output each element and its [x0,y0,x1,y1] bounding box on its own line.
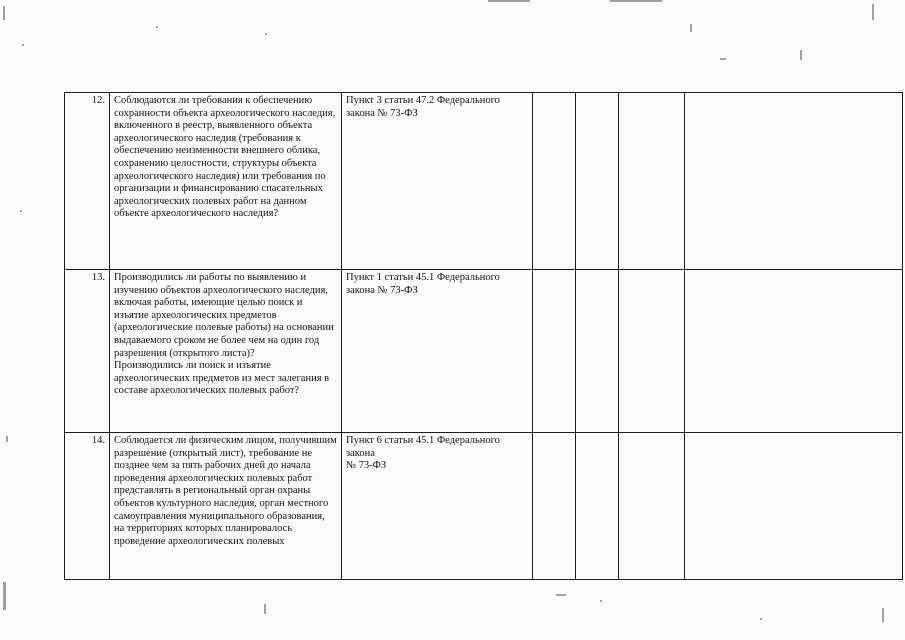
table-row [65,93,903,270]
answer-no-cell [576,433,619,580]
reference-text: Пункт 6 статьи 45.1 Федерального закона [346,435,500,459]
reference-text: Пункт 1 статьи 45.1 Федерального закона № 73-ФЗ [346,272,500,296]
answer-yes-cell [533,270,576,433]
legal-reference [342,433,533,580]
scan-speck [156,26,158,28]
scan-speck [6,436,8,442]
row-number: 13. [65,270,110,433]
answer-na-cell [619,270,685,433]
reference-text: № 73-ФЗ [346,460,387,472]
checklist-table [64,92,903,580]
requirement-question [110,433,342,580]
row-number: 14. [65,433,110,580]
scan-speck [3,582,6,610]
requirement-question [110,93,342,270]
notes-cell [685,93,903,270]
scan-speck [800,50,802,60]
answer-no-cell [576,93,619,270]
row-number: 12. [65,93,110,270]
scan-speck [610,0,662,2]
scan-speck [556,594,566,596]
scan-speck [264,604,266,614]
legal-reference [342,93,533,270]
scan-speck [690,24,692,32]
scan-speck [22,44,24,46]
scan-speck [720,58,726,60]
answer-na-cell [619,433,685,580]
table-row [65,270,903,433]
answer-yes-cell [533,93,576,270]
scan-speck [265,33,267,35]
question-text: Соблюдается ли физическим лицом, получившим разрешение (открытый лист), требование не позднее чем за пять рабочих дней до начала проведения археологических полевых работ представлять в региональный орган охраны объектов культурного наследия, орган местного самоуправления муниципального образования, на территориях которых планировалось проведение археологических полевых [114,435,337,547]
legal-reference [342,270,533,433]
question-text: Соблюдаются ли требования к обеспечению сохранности объекта археологического наследия, включенного в реестр, выявленного объекта археологического наследия (требования к обеспечению неизменности внешнего облика, сохранению целостности, структуры объекта археологического наследия) или требования по организации и финансированию спасательных археологических полевых работ на данном объекте археологического наследия? [114,95,336,220]
answer-yes-cell [533,433,576,580]
scan-speck [882,608,884,622]
scan-speck [760,618,762,620]
question-text: Производились ли работы по выявлению и изучению объектов археологического наследия, включая работы, имеющие целью поиск и изъятие археологических предметов (археологические полевые работы) на основании выдаваемого сроком не более чем на один год разрешения (открытого листа)? [114,272,334,359]
notes-cell [685,270,903,433]
scan-speck [488,0,530,2]
reference-text: Пункт 3 статьи 47.2 Федерального закона № 73-ФЗ [346,95,500,119]
requirement-question [110,270,342,433]
scan-speck [20,210,22,212]
scan-speck [872,4,874,20]
scan-speck [3,6,5,20]
answer-na-cell [619,93,685,270]
scan-speck [600,600,602,602]
table-row [65,433,903,580]
question-text: Производились ли поиск и изъятие археологических предметов из мест залегания в составе археологических полевых работ? [114,360,330,397]
answer-no-cell [576,270,619,433]
notes-cell [685,433,903,580]
